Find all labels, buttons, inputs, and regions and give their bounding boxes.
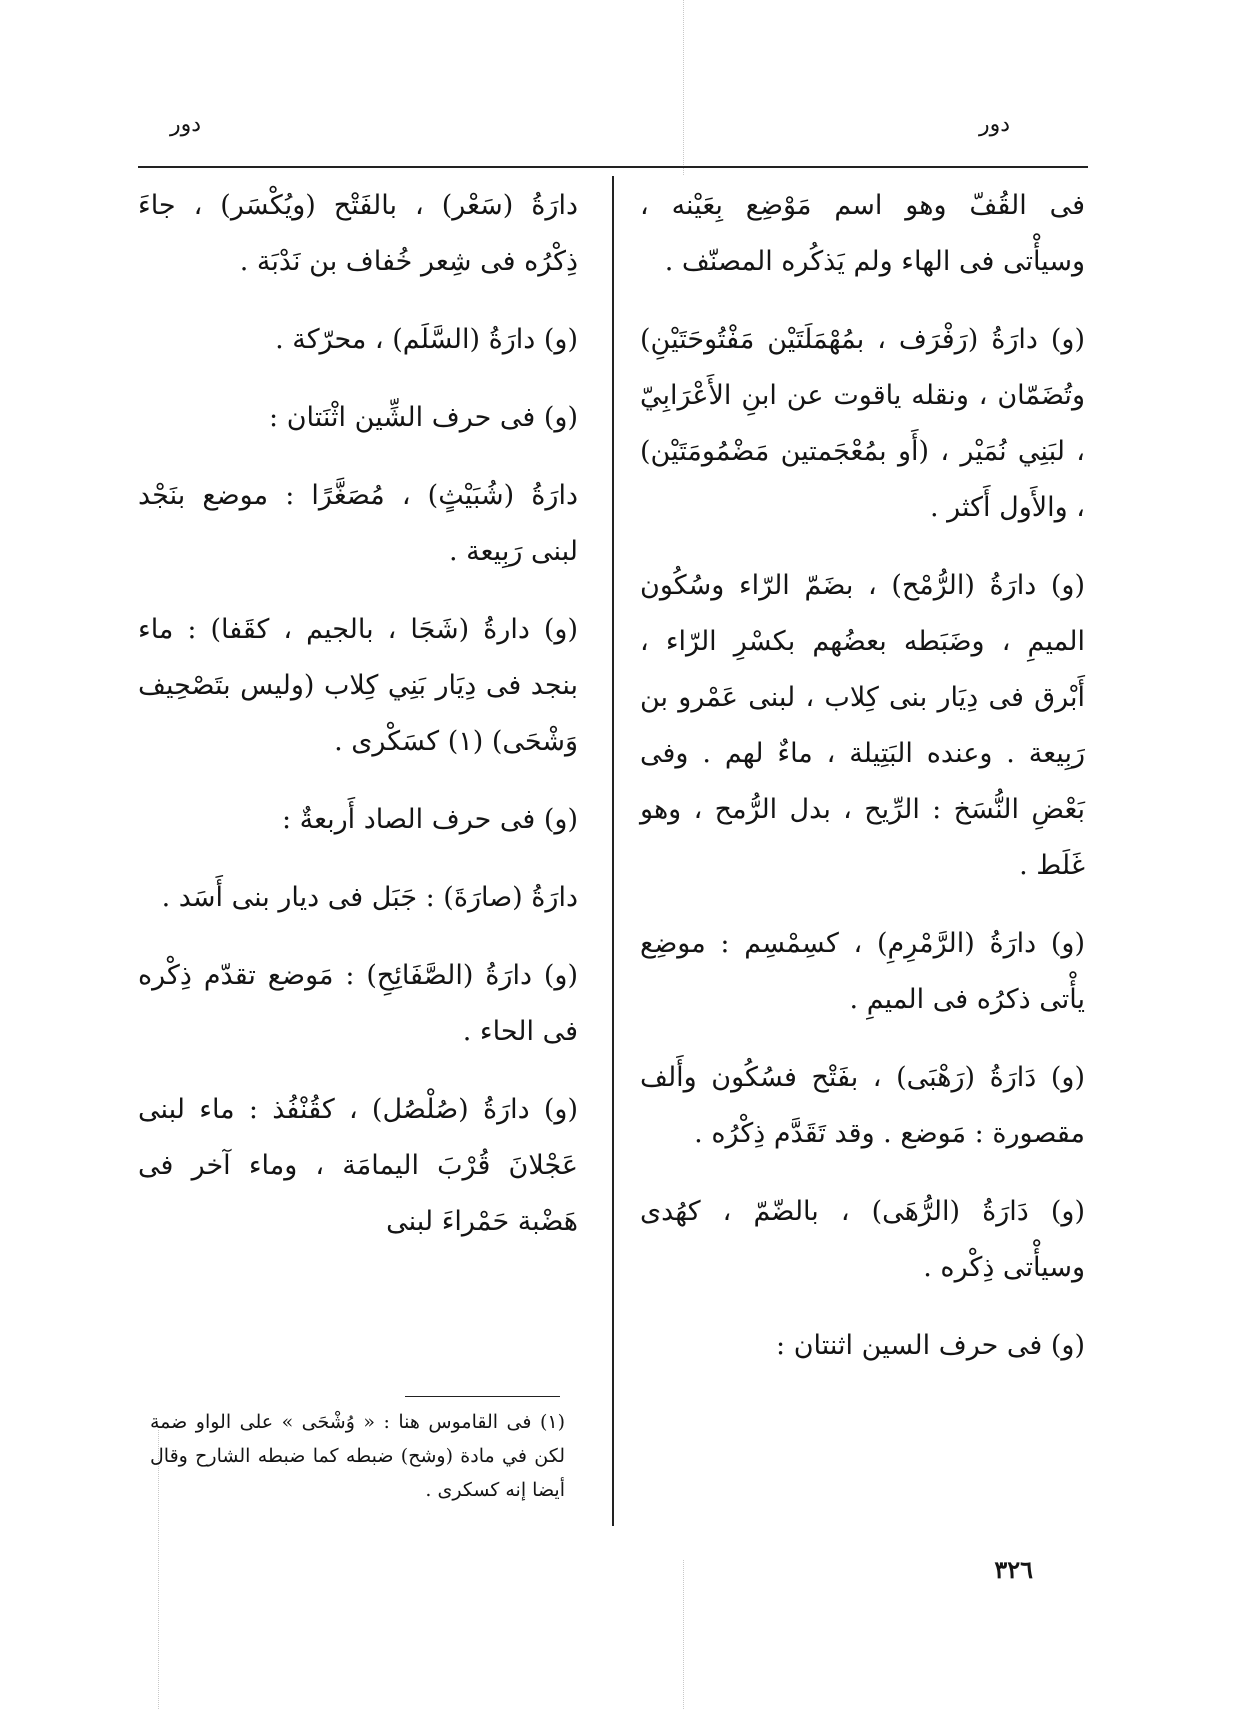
footnote-rule <box>405 1396 560 1397</box>
entry-paragraph: (و) دارَةُ (صُلْصُل) ، كقُنْفُذ : ماء لبنى عَجْلانَ قُرْبَ اليمامَة ، وماء آخر فى هَضْبة حَمْراءَ لبنى <box>138 1094 578 1237</box>
scan-mark <box>683 1560 684 1709</box>
entry-paragraph: (و) دَارَةُ (الرُّهَى) ، بالضّمّ ، كهُدى وسيأْتى ذِكْره . <box>640 1196 1085 1283</box>
entry-paragraph: (و) دارَةُ (الرُّمْح) ، بضَمّ الرّاء وسُكُون الميمِ ، وضَبَطه بعضُهم بكسْرِ الرّاء ، أَبْرق فى دِيَار بنى كِلاب ، لبنى عَمْرو بن رَبِيعة . وعنده البَتِيلة ، ماءٌ لهم . وفى بَعْضِ النُّسَخ : الرِّيح ، بدل الرُّمح ، وهو غَلَط . <box>640 570 1085 881</box>
column-divider <box>612 176 614 1526</box>
entry-paragraph: (و) فى حرف السين اثنتان : <box>776 1330 1085 1361</box>
entry-paragraph: (و) دارَةُ (السَّلَم) ، محرّكة . <box>275 324 578 355</box>
entry-paragraph: (و) دارةُ (شَجَا ، بالجيم ، كقَفا) : ماء بنجد فى دِيَار بَنِي كِلاب (وليس بتَصْحِيف وَشْحَى) (١) كسَكْرى . <box>138 614 578 757</box>
entry-paragraph: دارَةُ (سَعْر) ، بالفَتْح (ويُكْسَر) ، جاءَ ذِكْرُه فى شِعر خُفاف بن نَدْبَة . <box>138 190 578 277</box>
entry-paragraph: (و) فى حرف الشِّين اثْنَتان : <box>269 402 578 433</box>
scan-mark <box>683 0 684 175</box>
running-head-right: دور <box>978 112 1010 137</box>
page-number: ٣٢٦ <box>994 1555 1033 1584</box>
left-column <box>138 178 578 1272</box>
footnote-text: (١) فى القاموس هنا : « وُشْحَى » على الواو ضمة لكن في مادة (وشح) ضبطه كما ضبطه الشارح وقال أيضا إنه كسكرى . <box>150 1411 565 1501</box>
running-head-left: دور <box>170 112 202 137</box>
entry-paragraph: دارَةُ (شُبَيْثٍ) ، مُصَغَّرًا : موضع بنَجْد لبنى رَبِيعة . <box>138 480 578 567</box>
entry-paragraph: فى القُفّ وهو اسم مَوْضِع بِعَيْنه ، وسيأْتى فى الهاء ولم يَذكُره المصنّف . <box>640 190 1085 277</box>
entry-paragraph: (و) دَارَةُ (رَهْبَى) ، بفَتْح فسُكُون وأَلف مقصورة : مَوضع . وقد تَقَدَّم ذِكْرُه . <box>640 1062 1085 1149</box>
footnote <box>150 1405 565 1507</box>
right-column <box>640 178 1085 1396</box>
entry-paragraph: (و) فى حرف الصاد أَربعةٌ : <box>281 804 578 835</box>
entry-paragraph: دارَةُ (صارَةَ) : جَبَل فى ديار بنى أَسَد . <box>161 882 578 913</box>
entry-paragraph: (و) دارَةُ (رَفْرَف ، بمُهْمَلَتَيْن مَفْتُوحَتَيْنِ) وتُضَمّان ، ونقله ياقوت عن ابنِ الأَعْرَابِيّ ، لبَنِي نُمَيْر ، (أَو بمُعْجَمتين مَضْمُومَتَيْن) ، والأَول أَكثر . <box>640 324 1085 523</box>
header-rule <box>138 166 1088 168</box>
entry-paragraph: (و) دارَةُ (الرَّمْرِمِ) ، كسِمْسِم : موضِع يأْتى ذكرُه فى الميمِ . <box>640 928 1085 1015</box>
entry-paragraph: (و) دارَةُ (الصَّفَائِحِ) : مَوضع تقدّم ذِكْره فى الحاء . <box>138 960 578 1047</box>
